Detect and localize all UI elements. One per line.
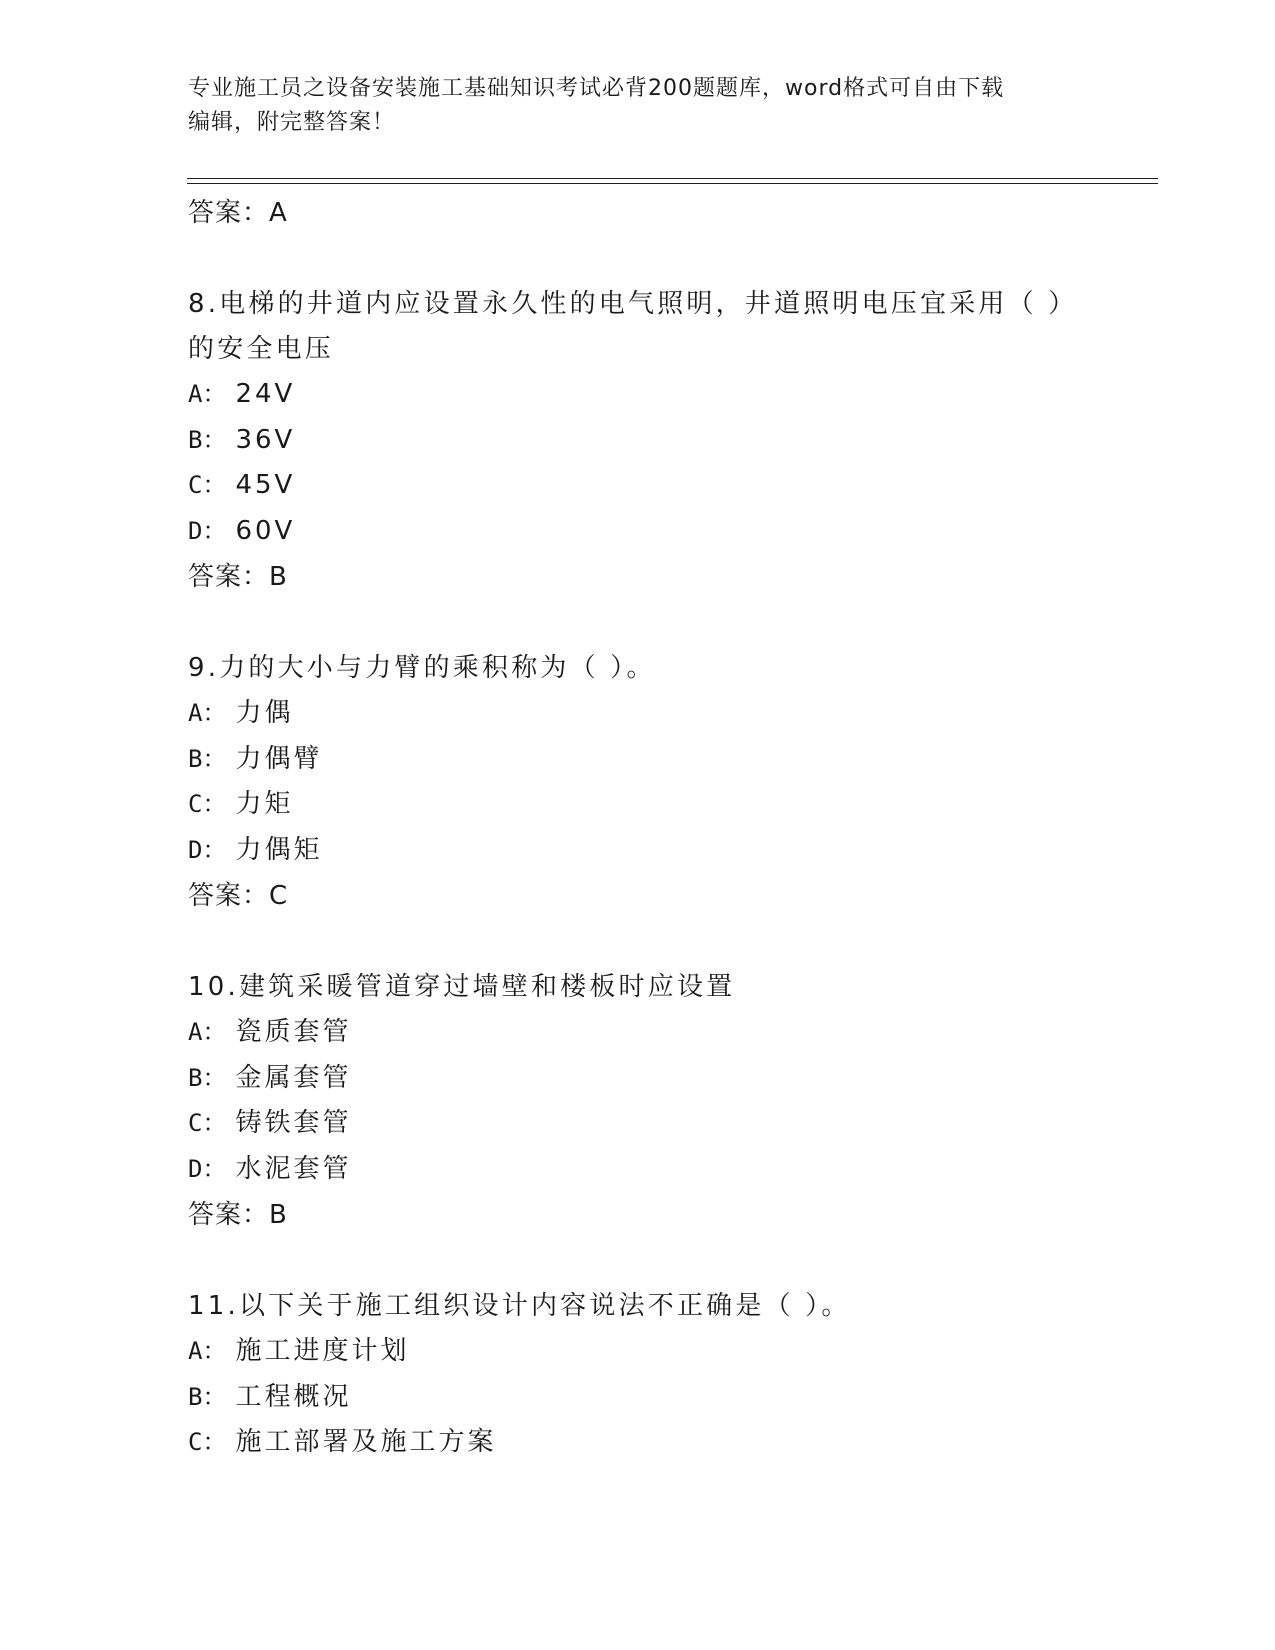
option-separator: ： (202, 1154, 230, 1183)
question-block (188, 282, 1088, 600)
option-letter: C (188, 1109, 203, 1137)
option-letter: D (188, 1154, 203, 1183)
question-text-continued: 的安全电压 (188, 334, 335, 364)
header-title-line-2: 编辑，附完整答案！ (188, 110, 396, 135)
question-list (188, 190, 1088, 1466)
option-separator: ： (202, 471, 230, 499)
option-letter: B (188, 425, 203, 454)
option-text: 施工部署及施工方案 (235, 1427, 497, 1457)
option-letter: C (188, 1428, 203, 1456)
option-text: 24V (235, 379, 296, 409)
question-text: 10.建筑采暖管道穿过墙壁和楼板时应设置 (188, 972, 736, 1002)
option-separator: ： (202, 835, 230, 864)
option-separator: ： (202, 1337, 230, 1365)
option-separator: ： (202, 1018, 230, 1046)
option-text: 铸铁套管 (235, 1108, 352, 1138)
answer-line: 答案：C (188, 881, 289, 911)
option-letter: A (188, 1337, 203, 1365)
answer-line: 答案：B (188, 562, 288, 592)
question-text: 8.电梯的井道内应设置永久性的电气照明，井道照明电压宜采用（ ） (188, 289, 1078, 319)
option-letter: A (188, 1018, 203, 1046)
option-separator: ： (202, 1109, 230, 1137)
option-text: 金属套管 (235, 1062, 352, 1093)
question-text: 9.力的大小与力臂的乘积称为（ ）。 (188, 653, 656, 683)
option-separator: ： (202, 425, 230, 454)
option-separator: ： (202, 699, 230, 727)
answer-line: 答案：A (188, 198, 288, 228)
option-letter: B (188, 744, 203, 773)
option-letter: A (188, 380, 203, 408)
option-letter: A (188, 699, 203, 727)
option-letter: D (188, 516, 203, 545)
option-row (188, 828, 1088, 874)
option-row (188, 1420, 1088, 1466)
option-text: 45V (235, 470, 296, 500)
option-text: 水泥套管 (235, 1153, 352, 1184)
option-text: 工程概况 (235, 1381, 352, 1412)
document-header (188, 72, 1088, 140)
option-row (188, 1010, 1088, 1056)
option-text: 36V (235, 424, 296, 455)
header-divider-thin (187, 183, 1158, 184)
option-row (188, 418, 1088, 464)
option-letter: D (188, 835, 203, 864)
option-text: 60V (235, 515, 296, 546)
option-row (188, 1101, 1088, 1147)
header-title-line-1: 专业施工员之设备安装施工基础知识考试必背200题题库，word格式可自由下载 (188, 76, 1005, 101)
header-divider-thick (187, 178, 1158, 179)
option-separator: ： (202, 1382, 230, 1411)
question-block (188, 1284, 1088, 1466)
option-separator: ： (202, 1063, 230, 1092)
option-letter: C (188, 790, 203, 818)
option-row (188, 1056, 1088, 1102)
option-row (188, 463, 1088, 509)
option-separator: ： (202, 516, 230, 545)
option-row (188, 737, 1088, 783)
option-text: 力偶臂 (235, 743, 323, 774)
option-text: 力偶 (235, 698, 294, 728)
option-row (188, 1329, 1088, 1375)
option-row (188, 691, 1088, 737)
option-text: 施工进度计划 (235, 1336, 410, 1366)
option-text: 力偶矩 (235, 834, 323, 865)
option-letter: C (188, 471, 203, 499)
question-block (188, 965, 1088, 1238)
answer-line: 答案：B (188, 1200, 288, 1230)
option-separator: ： (202, 380, 230, 408)
question-text: 11.以下关于施工组织设计内容说法不正确是（ ）。 (188, 1291, 851, 1321)
option-row (188, 1375, 1088, 1421)
option-row (188, 1147, 1088, 1193)
option-letter: B (188, 1063, 203, 1092)
option-separator: ： (202, 1428, 230, 1456)
option-row (188, 509, 1088, 555)
question-block (188, 646, 1088, 919)
option-separator: ： (202, 744, 230, 773)
option-text: 力矩 (235, 789, 294, 819)
option-separator: ： (202, 790, 230, 818)
option-letter: B (188, 1382, 203, 1411)
option-row (188, 782, 1088, 828)
option-row (188, 372, 1088, 418)
option-text: 瓷质套管 (235, 1017, 352, 1047)
